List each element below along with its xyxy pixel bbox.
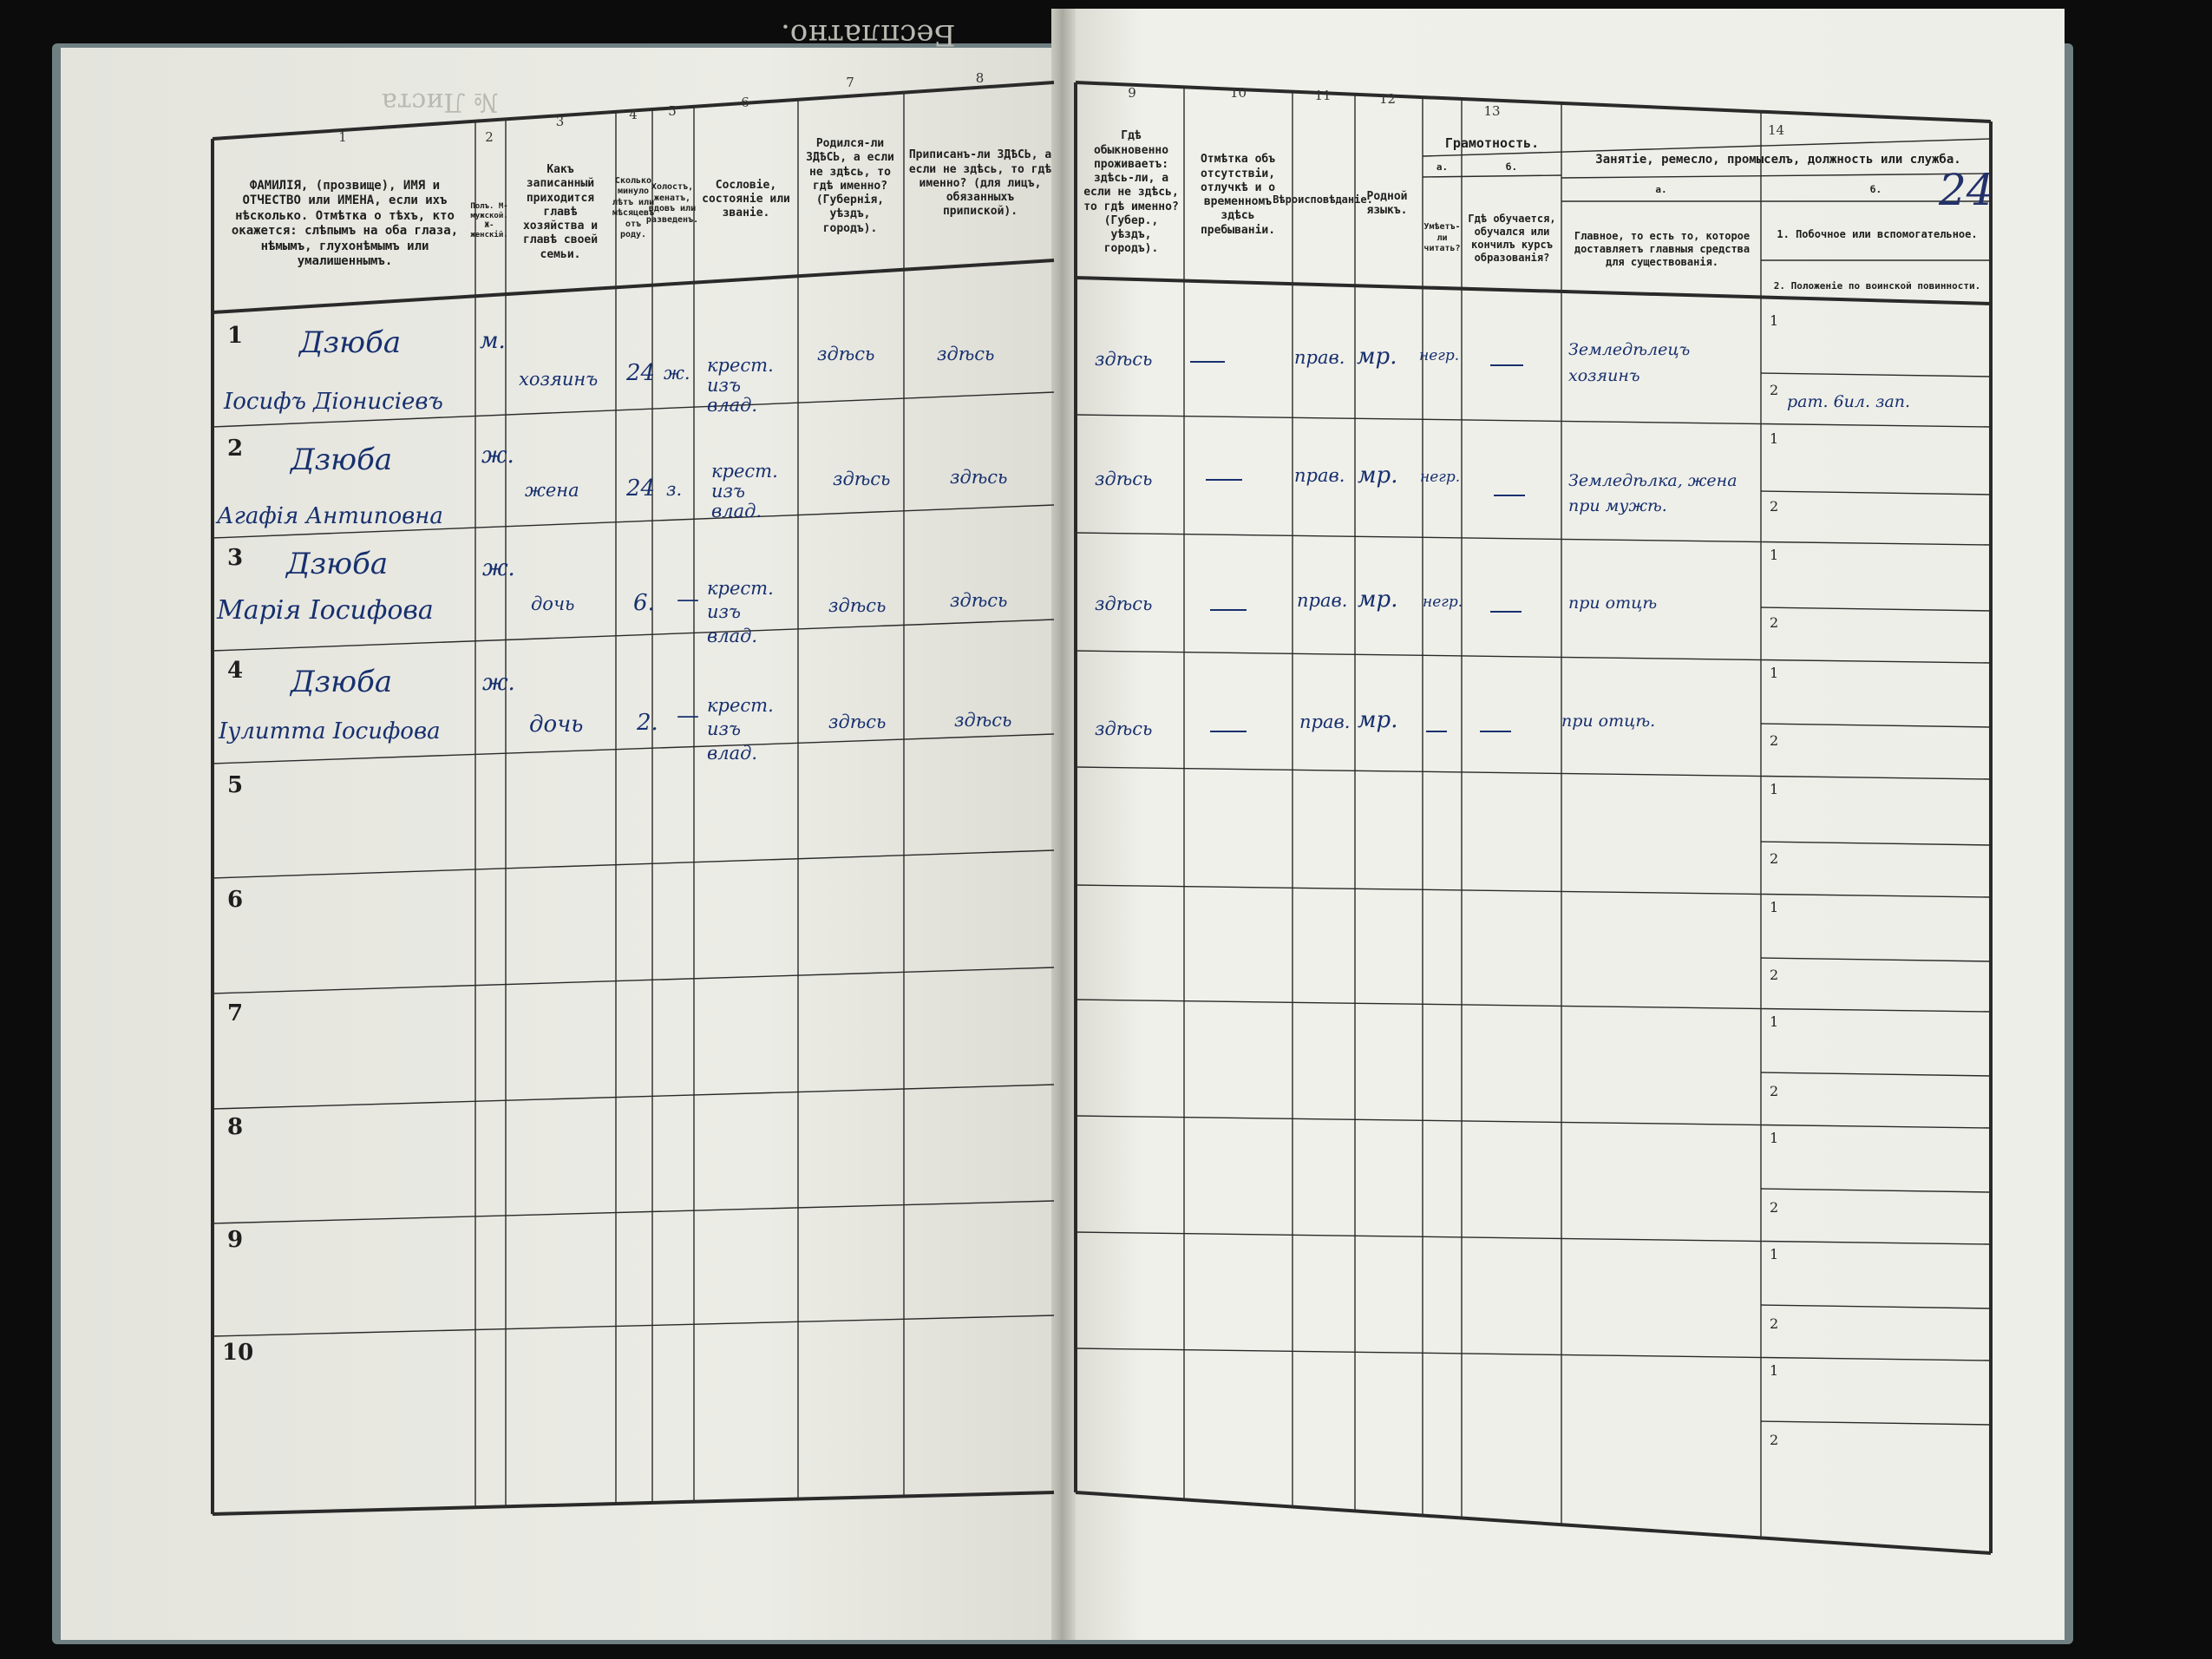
person3-language: мр. xyxy=(1358,587,1398,613)
person4-surname: Дзюба xyxy=(291,665,393,699)
person1-education-dash xyxy=(1490,364,1523,366)
colnum-12: 12 xyxy=(1378,90,1397,107)
header-age: Сколько минуло лѣтъ или мѣсяцевъ отъ роду. xyxy=(612,175,655,239)
person2-estate: крест. изъ влад. xyxy=(711,461,778,522)
header-side-occupation: 1. Побочное или вспомогательное. xyxy=(1777,227,1978,240)
colnum-5: 5 xyxy=(668,102,677,119)
sub-label-r3-1: 1 xyxy=(1770,547,1779,563)
person3-given-names: Марія Іосифова xyxy=(217,595,434,626)
header-occupation: Занятіе, ремесло, промыселъ, должность или служба. xyxy=(1595,153,1961,167)
person3-literate: негр. xyxy=(1423,593,1463,611)
person3-marital: — xyxy=(677,587,699,613)
person4-language: мр. xyxy=(1358,707,1398,733)
person4-registered: здѣсь xyxy=(954,710,1012,731)
person1-literate: негр. xyxy=(1419,347,1460,364)
person4-literate-dash xyxy=(1426,731,1447,732)
row-number-10: 10 xyxy=(222,1340,254,1366)
person1-occupation: Земледѣлецъ хозяинъ xyxy=(1568,340,1691,386)
bleed-text-sheet: № Листа xyxy=(382,87,499,117)
person1-language: мр. xyxy=(1357,344,1397,370)
sub-label-r6-1: 1 xyxy=(1770,899,1779,915)
sub-label-r1-2: 2 xyxy=(1770,382,1779,398)
person3-residence: здѣсь xyxy=(1095,593,1153,614)
header-registered: Приписанъ-ли ЗДѢСЬ, а если не здѣсь, то гдѣ именно? (для лицъ, обязанныхъ припиской). xyxy=(908,148,1052,219)
header-marital: Холостъ, женатъ, вдовъ или разведенъ. xyxy=(645,182,699,225)
person1-marital: ж. xyxy=(664,363,690,384)
person2-surname: Дзюба xyxy=(291,443,393,477)
person2-given-names: Агафія Антиповна xyxy=(217,503,443,529)
header-born: Родился-ли ЗДѢСЬ, а если не здѣсь, то гдѣ именно? (Губернія, уѣздъ, городъ). xyxy=(806,137,894,235)
sub-label-r8-1: 1 xyxy=(1770,1130,1779,1146)
person3-education-dash xyxy=(1490,611,1522,613)
person4-education-dash xyxy=(1480,731,1511,732)
person4-occupation: при отцѣ. xyxy=(1561,711,1656,731)
person3-religion: прав. xyxy=(1297,590,1348,611)
person2-occupation: Земледѣлка, жена при мужѣ. xyxy=(1568,471,1738,515)
person1-surname: Дзюба xyxy=(299,325,402,360)
colnum-11: 11 xyxy=(1314,87,1332,103)
header-literacy-b-letter: б. xyxy=(1505,161,1518,174)
header-religion: Вѣроисповѣданіе. xyxy=(1273,193,1373,206)
person1-registered: здѣсь xyxy=(937,344,995,364)
bleed-text-free: Бесплатно. xyxy=(781,17,956,52)
colnum-8: 8 xyxy=(975,69,985,86)
person2-literate: негр. xyxy=(1420,469,1461,486)
person1-religion: прав. xyxy=(1294,347,1345,368)
header-absence: Отмѣтка объ отсутствіи, отлучкѣ и о временномъ здѣсь пребываніи. xyxy=(1200,153,1276,237)
sub-label-r9-2: 2 xyxy=(1770,1315,1779,1332)
row-number-4: 4 xyxy=(227,658,244,684)
sub-label-r8-2: 2 xyxy=(1770,1199,1779,1216)
person2-religion: прав. xyxy=(1294,465,1345,486)
person3-absence-dash xyxy=(1210,609,1247,611)
person1-estate: крест. изъ влад. xyxy=(707,355,774,416)
person4-absence-dash xyxy=(1210,731,1247,732)
person3-occupation: при отцѣ xyxy=(1568,593,1658,613)
person3-born: здѣсь xyxy=(828,595,887,616)
person4-residence: здѣсь xyxy=(1095,718,1153,739)
sub-label-r2-1: 1 xyxy=(1770,430,1779,447)
row-number-2: 2 xyxy=(227,436,244,462)
person4-age: 2. xyxy=(637,710,658,736)
person2-language: мр. xyxy=(1358,462,1398,489)
person3-relation: дочь xyxy=(531,593,575,614)
person4-sex: ж. xyxy=(482,670,515,696)
row-number-7: 7 xyxy=(227,1000,244,1026)
header-education: Гдѣ обучается, обучался или кончилъ курсъ образованія? xyxy=(1468,213,1556,264)
person2-residence: здѣсь xyxy=(1095,469,1153,489)
sub-label-r6-2: 2 xyxy=(1770,967,1779,983)
header-relation: Какъ записанный приходится главѣ хозяйства и главѣ своей семьи. xyxy=(522,163,599,261)
person3-surname: Дзюба xyxy=(286,547,389,581)
person4-given-names: Іулитта Іосифова xyxy=(219,718,441,744)
sub-label-r10-1: 1 xyxy=(1770,1362,1779,1379)
header-main-occupation: Главное, то есть то, которое доставляетъ главныя средства для существованія. xyxy=(1574,230,1751,268)
person4-marital: — xyxy=(677,703,699,729)
colnum-10: 10 xyxy=(1229,84,1247,101)
person2-education-dash xyxy=(1494,495,1525,496)
sub-label-r2-2: 2 xyxy=(1770,498,1779,515)
header-name: ФАМИЛІЯ, (прозвище), ИМЯ и ОТЧЕСТВО или ИМЕНА, если ихъ нѣсколько. Отмѣтка о тѣхъ, кто окажется: слѣпымъ на оба глаза, нѣмымъ, глухонѣмымъ или умалишеннымъ. xyxy=(231,178,459,268)
sub-label-r5-1: 1 xyxy=(1770,781,1779,797)
colnum-6: 6 xyxy=(741,94,749,110)
header-residence: Гдѣ обыкновенно проживаетъ: здѣсь-ли, а если не здѣсь, то гдѣ именно? (Губер., уѣздъ, городъ). xyxy=(1083,129,1179,256)
person3-sex: ж. xyxy=(482,555,515,581)
colnum-14: 14 xyxy=(1767,121,1785,138)
person3-age: 6. xyxy=(633,590,655,616)
person1-sex: м. xyxy=(480,328,506,354)
colnum-3: 3 xyxy=(555,113,565,129)
header-military: 2. Положеніе по воинской повинности. xyxy=(1773,280,1981,292)
row-number-9: 9 xyxy=(227,1227,244,1253)
header-estate: Сословіе, состояніе или званіе. xyxy=(702,178,790,220)
sub-label-r3-2: 2 xyxy=(1770,614,1779,631)
row-number-6: 6 xyxy=(227,887,244,913)
sub-label-r4-1: 1 xyxy=(1770,665,1779,681)
header-occupation-a-letter: а. xyxy=(1655,184,1667,196)
person2-born: здѣсь xyxy=(833,469,891,489)
person4-born: здѣсь xyxy=(828,711,887,732)
person2-relation: жена xyxy=(525,480,579,501)
person4-estate: крест. изъ влад. xyxy=(707,695,774,764)
sub-label-r4-2: 2 xyxy=(1770,732,1779,749)
row-number-1: 1 xyxy=(227,323,244,349)
sub-label-r1-1: 1 xyxy=(1770,312,1779,329)
sub-label-r7-2: 2 xyxy=(1770,1083,1779,1099)
colnum-2: 2 xyxy=(485,128,494,145)
person2-registered: здѣсь xyxy=(950,467,1008,488)
person2-age: 24 xyxy=(626,475,656,502)
sub-label-r7-1: 1 xyxy=(1770,1013,1779,1030)
colnum-7: 7 xyxy=(846,74,854,90)
sub-label-r5-2: 2 xyxy=(1770,850,1779,867)
colnum-13: 13 xyxy=(1483,102,1501,119)
sub-label-r9-1: 1 xyxy=(1770,1246,1779,1262)
person2-marital: з. xyxy=(666,479,683,500)
person4-religion: прав. xyxy=(1299,711,1351,732)
page-number: 24 xyxy=(1939,165,1994,215)
person2-absence-dash xyxy=(1206,479,1242,481)
header-sex: Полъ. М-мужской. Ж-женскій. xyxy=(470,201,508,240)
person4-relation: дочь xyxy=(529,711,584,738)
person1-absence-dash xyxy=(1190,361,1225,363)
header-can-read: Умѣетъ-ли читать? xyxy=(1423,222,1461,254)
person3-registered: здѣсь xyxy=(950,590,1008,611)
header-literacy: Грамотность. xyxy=(1444,134,1540,151)
header-occupation-b-letter: б. xyxy=(1869,184,1882,196)
row-number-3: 3 xyxy=(227,545,244,571)
person1-born: здѣсь xyxy=(817,344,875,364)
person1-relation: хозяинъ xyxy=(519,369,599,390)
colnum-9: 9 xyxy=(1128,84,1136,101)
person1-given-names: Іосифъ Діонисіевъ xyxy=(224,389,443,415)
sub-label-r10-2: 2 xyxy=(1770,1432,1779,1448)
person1-residence: здѣсь xyxy=(1095,349,1153,370)
person1-military: рат. 6ил. зап. xyxy=(1787,392,1911,411)
person3-estate: крест. изъ влад. xyxy=(707,578,774,646)
header-literacy-a-letter: а. xyxy=(1436,161,1449,174)
row-number-8: 8 xyxy=(227,1114,244,1140)
person1-age: 24 xyxy=(626,360,656,386)
colnum-4: 4 xyxy=(629,106,638,122)
header-language: Родной языкъ. xyxy=(1366,189,1408,217)
colnum-1: 1 xyxy=(338,128,347,145)
person2-sex: ж. xyxy=(481,443,514,469)
row-number-5: 5 xyxy=(227,772,244,798)
